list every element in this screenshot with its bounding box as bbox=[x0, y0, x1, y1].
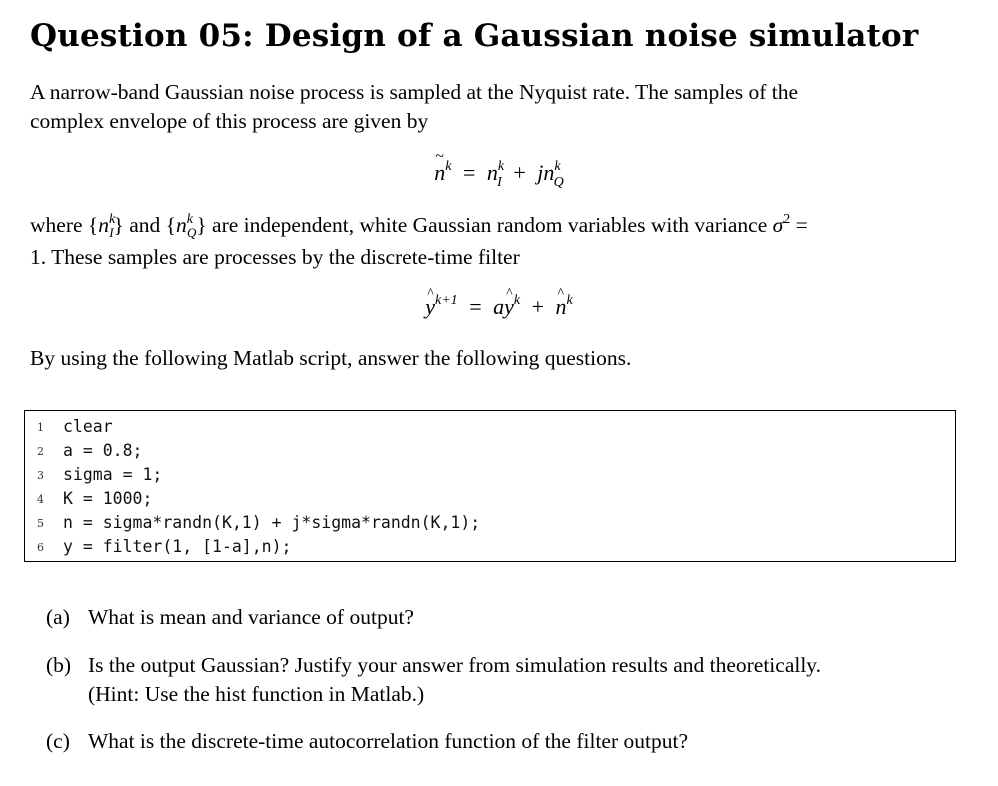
eq1-lhs-sup: k bbox=[445, 159, 452, 174]
eq2-a: a bbox=[493, 294, 505, 319]
eq2-y-hat-rhs: ^ y bbox=[504, 294, 514, 320]
line-number: 4 bbox=[37, 493, 44, 506]
question-text: What is mean and variance of output? bbox=[88, 605, 414, 629]
line-number: 2 bbox=[37, 445, 44, 458]
filter-equation bbox=[0, 294, 998, 320]
intro-paragraph bbox=[30, 78, 968, 136]
where-text-2: } and { bbox=[113, 213, 176, 237]
eq1-jn-q: jn bbox=[537, 160, 555, 185]
where-var-nq-sub: Q bbox=[186, 225, 197, 240]
code-text: clear bbox=[63, 417, 113, 436]
eq2-lhs-sup: k+1 bbox=[435, 293, 458, 308]
code-text: y = filter(1, [1-a],n); bbox=[63, 537, 292, 556]
question-label: (b) bbox=[46, 653, 72, 677]
question-text: What is the discrete-time autocorrelation function of the filter output? bbox=[88, 729, 688, 753]
lead-in-text: By using the following Matlab script, answer the following questions. bbox=[30, 346, 632, 370]
code-text: n = sigma*randn(K,1) + j*sigma*randn(K,1); bbox=[63, 513, 481, 532]
question-title: Question 05: Design of a Gaussian noise simulator bbox=[30, 18, 919, 54]
where-text-4: = bbox=[790, 213, 808, 237]
eq1-plus: + bbox=[513, 160, 526, 185]
intro-line-2: complex envelope of this process are given by bbox=[30, 109, 429, 133]
question-label: (a) bbox=[46, 605, 70, 629]
eq1-t1-sup: k bbox=[497, 159, 505, 174]
where-var-nq: n bbox=[175, 213, 187, 237]
question-hint-text: (Hint: Use the hist function in Matlab.) bbox=[88, 682, 425, 706]
where-text-1: where { bbox=[30, 213, 99, 237]
eq2-y-sup: k bbox=[513, 293, 521, 308]
code-text: sigma = 1; bbox=[63, 465, 163, 484]
code-line bbox=[25, 465, 163, 489]
code-line bbox=[25, 489, 153, 513]
eq2-n-hat: ^ n bbox=[556, 294, 567, 320]
eq2-y-hat: ^ y bbox=[425, 294, 435, 320]
where-var-ni: n bbox=[98, 213, 109, 237]
line-number: 5 bbox=[37, 517, 44, 530]
eq1-t2-sub: Q bbox=[553, 175, 564, 190]
where-text-3: } are independent, white Gaussian random variables with variance bbox=[196, 213, 773, 237]
eq2-equals: = bbox=[469, 294, 482, 319]
intro-line-1: A narrow-band Gaussian noise process is sampled at the Nyquist rate. The samples of the bbox=[30, 80, 799, 104]
code-line bbox=[25, 513, 481, 537]
code-line bbox=[25, 537, 292, 561]
eq1-t2-sup: k bbox=[554, 159, 561, 174]
where-line-1 bbox=[30, 211, 968, 243]
matlab-code-listing bbox=[24, 410, 956, 562]
question-text: Is the output Gaussian? Justify your answer from simulation results and theoretically. bbox=[88, 653, 822, 677]
sigma-symbol: σ bbox=[772, 213, 784, 237]
line-number: 1 bbox=[37, 421, 44, 434]
code-text: a = 0.8; bbox=[63, 441, 143, 460]
code-line bbox=[25, 417, 113, 441]
question-label: (c) bbox=[46, 729, 70, 753]
eq1-equals: = bbox=[463, 160, 476, 185]
eq1-t1-sub: I bbox=[497, 175, 502, 190]
where-var-ni-sup: k bbox=[108, 212, 116, 227]
code-line bbox=[25, 441, 143, 465]
eq2-plus: + bbox=[531, 294, 545, 319]
where-var-nq-sup: k bbox=[186, 212, 193, 227]
where-paragraph bbox=[30, 211, 968, 272]
code-text: K = 1000; bbox=[63, 489, 153, 508]
eq2-n-sup: k bbox=[566, 293, 573, 308]
where-var-ni-sub: I bbox=[109, 225, 114, 240]
tilde-n: ~ n bbox=[434, 160, 445, 186]
where-line-2: 1. These samples are processes by the discrete-time filter bbox=[30, 245, 520, 269]
envelope-equation bbox=[0, 159, 998, 190]
line-number: 3 bbox=[37, 469, 44, 482]
line-number: 6 bbox=[37, 541, 44, 554]
eq1-n-i: n bbox=[486, 160, 498, 185]
sigma-sup: 2 bbox=[783, 212, 791, 227]
